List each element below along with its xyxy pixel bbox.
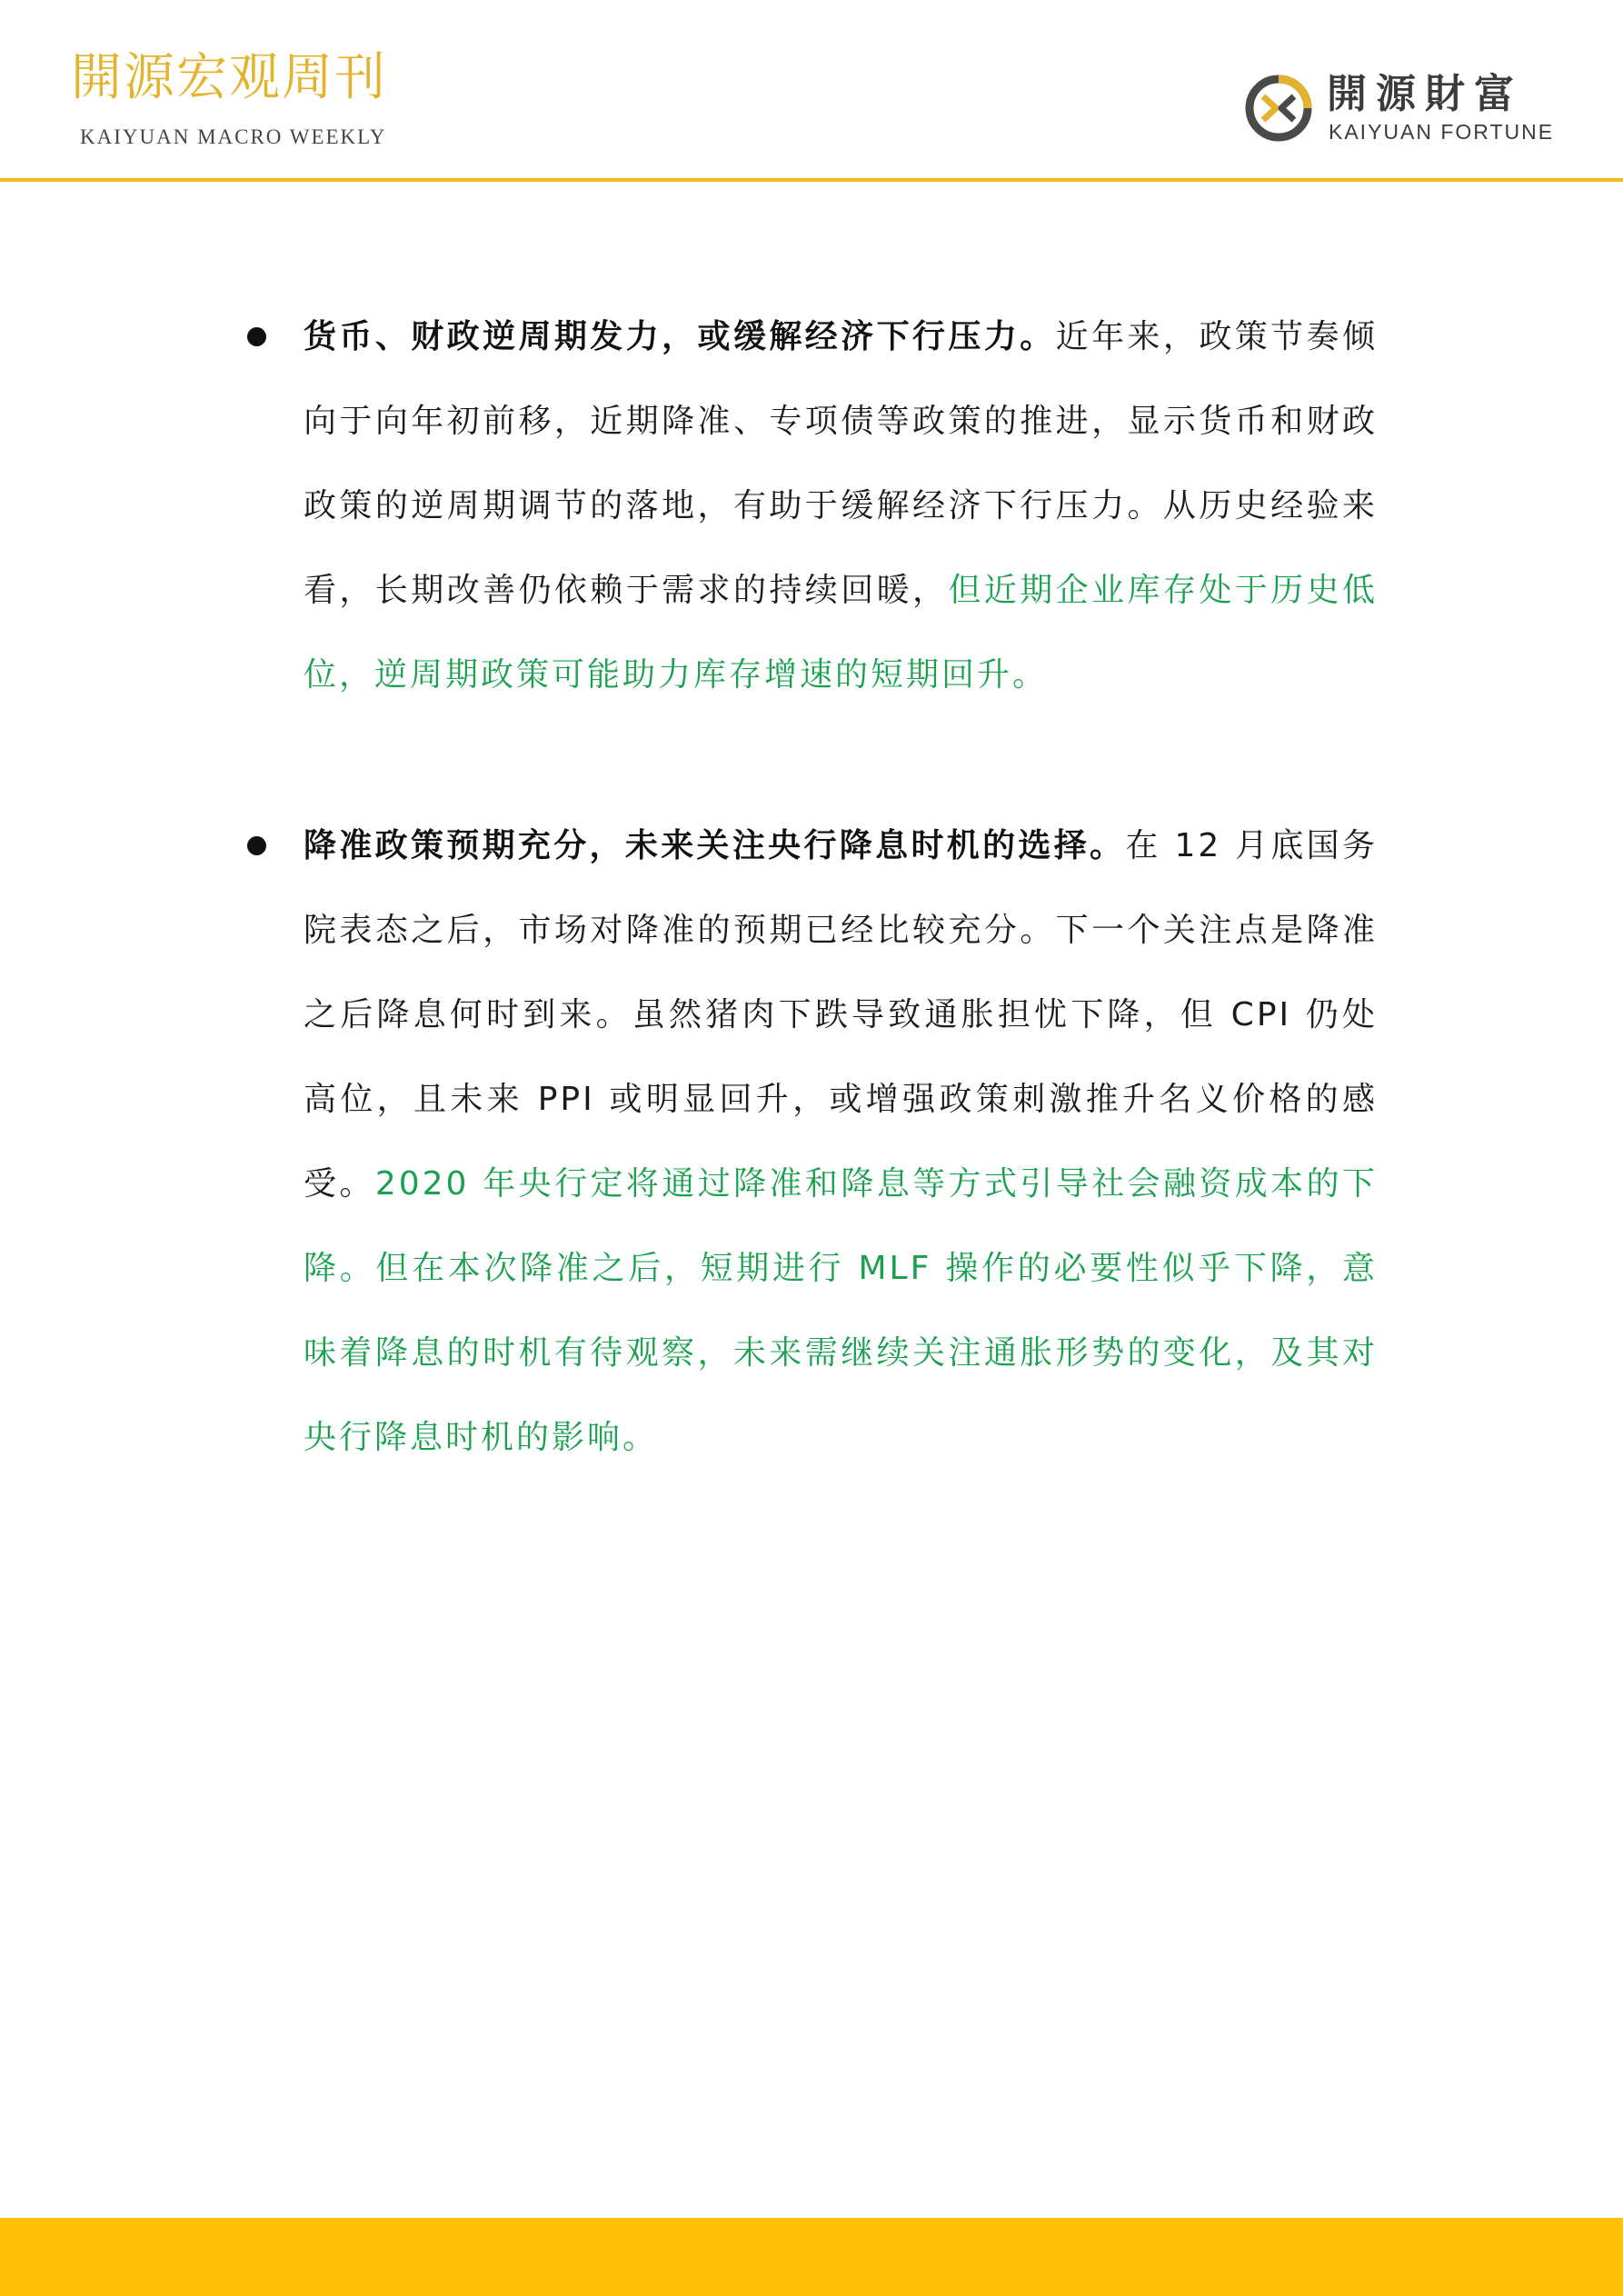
company-logo — [1243, 71, 1555, 155]
publication-title: 開源宏观周刊 — [71, 48, 387, 107]
paragraph-body: 近年来，政策节奏倾向于向年初前移，近期降准、专项债等政策的推进，显示货币和财政政策的逆周期调节的落地，有助于缓解经济下行压力。从历史经验来看，长期改善仍依赖于需求的持续回暖， — [304, 318, 1378, 609]
page-header — [0, 0, 1623, 182]
kaiyuan-logo-icon — [1243, 73, 1314, 144]
bullet-paragraph — [238, 294, 1378, 717]
paragraph-highlight: 2020 年央行定将通过降准和降息等方式引导社会融资成本的下降。但在本次降准之后，短期进行 MLF 操作的必要性似乎下降，意味着降息的时机有待观察，未来需继续关注通胀形势的变化，及其对央行降息时机的影响。 — [304, 1165, 1378, 1456]
logo-name-cn: 開源財富 — [1327, 71, 1523, 117]
paragraph-lead: 降准政策预期充分，未来关注央行降息时机的选择。 — [304, 827, 1126, 864]
bullet-paragraph — [238, 804, 1378, 1480]
logo-name-en: KAIYUAN FORTUNE — [1329, 120, 1555, 144]
header-divider — [0, 178, 1623, 182]
paragraph-highlight: 但近期企业库存处于历史低位，逆周期政策可能助力库存增速的短期回升。 — [304, 572, 1378, 694]
publication-subtitle: KAIYUAN MACRO WEEKLY — [80, 125, 387, 148]
paragraph-lead: 货币、财政逆周期发力，或缓解经济下行压力。 — [304, 318, 1056, 355]
paragraph-body: 在 12 月底国务院表态之后，市场对降准的预期已经比较充分。下一个关注点是降准之后降息何时到来。虽然猪肉下跌导致通胀担忧下降，但 CPI 仍处高位，且未来 PPI 或明显回升，或增强政策刺激推升名义价格的感受。 — [304, 827, 1378, 1203]
bullet-icon — [247, 836, 266, 855]
main-content — [238, 294, 1378, 1480]
bullet-icon — [247, 327, 266, 346]
footer-bar — [0, 2218, 1623, 2296]
